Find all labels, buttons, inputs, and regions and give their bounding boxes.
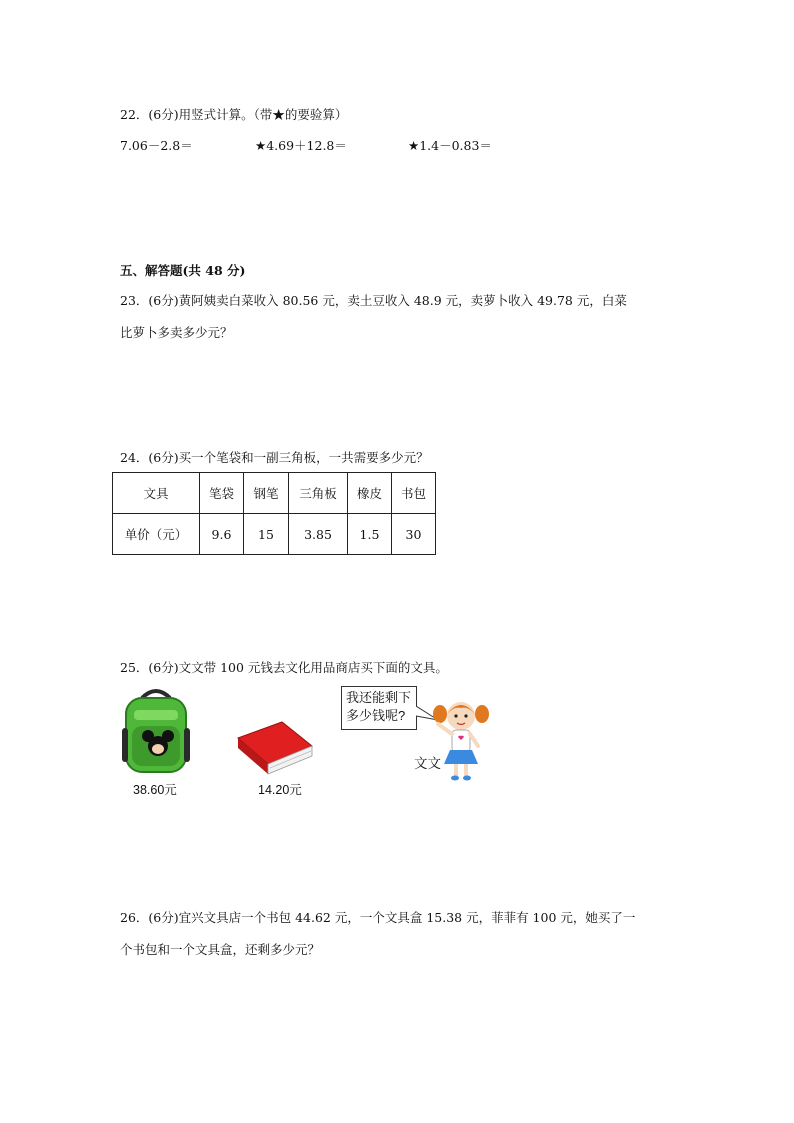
backpack-price: 38.60元 — [133, 783, 177, 797]
q25-header: 25．(6分)文文带 100 元钱去文化用品商店买下面的文具。 — [120, 660, 448, 675]
speech-bubble — [341, 686, 417, 730]
q22-header: 22．(6分)用竖式计算。（带★的要验算） — [120, 107, 348, 122]
table-row — [113, 473, 436, 514]
table-cell: 文具 — [113, 473, 200, 514]
table-cell: 橡皮 — [348, 473, 392, 514]
q23-line-1: 23．(6分)黄阿姨卖白菜收入 80.56 元，卖土豆收入 48.9 元，卖萝卜收入 49.78 元，白菜 — [120, 293, 627, 308]
q26-line-1: 26．(6分)宜兴文具店一个书包 44.62 元，一个文具盒 15.38 元，菲菲有 100 元，她买了一 — [120, 910, 636, 925]
speech-line-1: 我还能剩下 — [346, 690, 412, 705]
table-row — [113, 514, 436, 555]
q26-line-2: 个书包和一个文具盒，还剩多少元？ — [120, 942, 321, 957]
book-image — [236, 720, 314, 776]
book-price: 14.20元 — [258, 783, 302, 797]
table-cell: 1.5 — [348, 514, 392, 555]
table-cell: 钢笔 — [244, 473, 289, 514]
table-cell: 3.85 — [289, 514, 348, 555]
q22-item-2: ★4.69＋12.8＝ — [255, 138, 347, 153]
speech-line-2: 多少钱呢? — [346, 708, 406, 723]
table-cell: 9.6 — [200, 514, 244, 555]
table-cell: 单价（元） — [113, 514, 200, 555]
table-cell: 15 — [244, 514, 289, 555]
table-cell: 书包 — [392, 473, 436, 514]
q23-line-2: 比萝卜多卖多少元？ — [120, 325, 233, 340]
table-cell: 笔袋 — [200, 473, 244, 514]
table-cell: 30 — [392, 514, 436, 555]
q22-item-3: ★1.4－0.83＝ — [408, 138, 492, 153]
table-cell: 三角板 — [289, 473, 348, 514]
q22-item-1: 7.06－2.8＝ — [120, 138, 193, 153]
section-title: 五、解答题(共 48 分) — [120, 263, 246, 278]
girl-name: 文文 — [414, 756, 441, 771]
q24-header: 24．(6分)买一个笔袋和一副三角板，一共需要多少元？ — [120, 450, 429, 465]
backpack-image — [118, 688, 194, 776]
price-table — [112, 472, 436, 555]
